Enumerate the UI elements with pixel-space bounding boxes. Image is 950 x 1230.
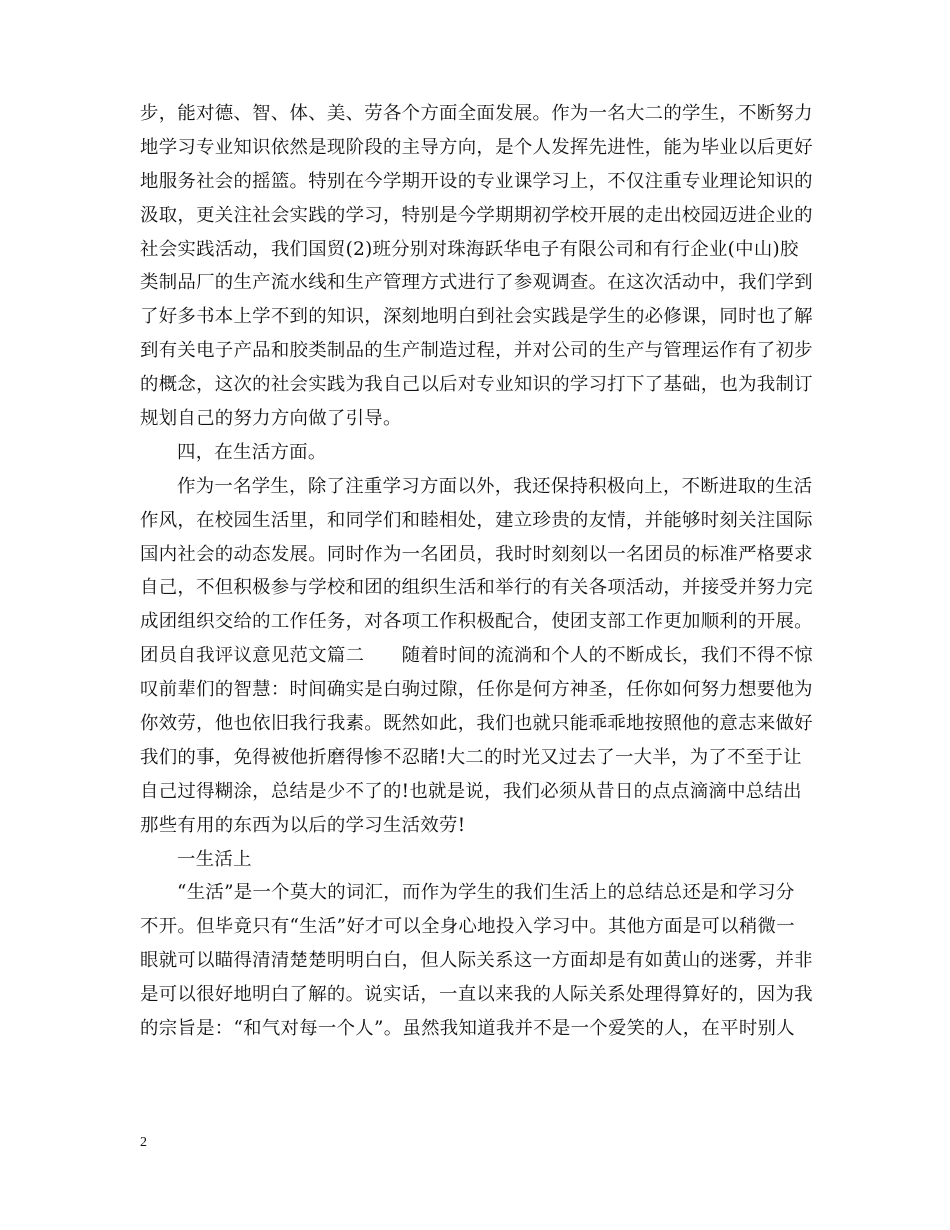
text-line: 不开。但毕竟只有“生活”好才可以全身心地投入学习中。其他方面是可以稍微一 <box>140 916 795 938</box>
text-line: 我们的事，免得被他折磨得惨不忍睹!大二的时光又过去了一大半，为了不至于让 <box>140 746 802 768</box>
section-heading: 四，在生活方面。 <box>177 441 327 463</box>
text-line: 是可以很好地明白了解的。说实话，一直以来我的人际关系处理得算好的，因为我 <box>140 984 813 1006</box>
text-line: 你效劳，他也依旧我行我素。既然如此，我们也就只能乖乖地按照他的意志来做好 <box>140 713 813 735</box>
text-line: 作为一名学生，除了注重学习方面以外，我还保持积极向上，不断进取的生活 <box>177 475 813 497</box>
text-line: “生活”是一个莫大的词汇，而作为学生的我们生活上的总结总还是和学习分 <box>177 882 795 904</box>
page-number: 2 <box>140 1135 147 1150</box>
text-line: 地学习专业知识依然是现阶段的主导方向，是个人发挥先进性，能为毕业以后更好 <box>140 136 813 158</box>
text-line: 社会实践活动，我们国贸(2)班分别对珠海跃华电子有限公司和有行企业(中山)胶 <box>140 238 799 260</box>
text-line: 步，能对德、智、体、美、劳各个方面全面发展。作为一名大二的学生，不断努力 <box>140 103 813 124</box>
document-body <box>140 97 815 1046</box>
text-line: 到有关电子产品和胶类制品的生产制造过程，并对公司的生产与管理运作有了初步 <box>140 340 813 362</box>
text-line: 汲取，更关注社会实践的学习，特别是今学期期初学校开展的走出校园迈进企业的 <box>140 204 813 226</box>
text-line: 地服务社会的摇篮。特别在今学期开设的专业课学习上，不仅注重专业理论知识的 <box>140 170 813 192</box>
text-line: 自己，不但积极参与学校和团的组织生活和举行的有关各项活动，并接受并努力完 <box>140 577 813 599</box>
text-line: 团员自我评议意见范文篇二 随着时间的流淌和个人的不断成长，我们不得不惊 <box>140 645 813 667</box>
text-line: 的概念，这次的社会实践为我自己以后对专业知识的学习打下了基础，也为我制订 <box>140 374 813 396</box>
text-line: 作风，在校园生活里，和同学们和睦相处，建立珍贵的友情，并能够时刻关注国际 <box>140 509 813 531</box>
text-line: 叹前辈们的智慧：时间确实是白驹过隙，任你是何方神圣，任你如何努力想要他为 <box>140 679 813 701</box>
text-line: 眼就可以瞄得清清楚楚明明白白，但人际关系这一方面却是有如黄山的迷雾，并非 <box>140 950 813 972</box>
text-line: 那些有用的东西为以后的学习生活效劳! <box>140 814 466 836</box>
text-line: 规划自己的努力方向做了引导。 <box>140 408 402 430</box>
text-line: 自己过得糊涂，总结是少不了的!也就是说，我们必须从昔日的点点滴滴中总结出 <box>140 780 802 802</box>
text-line: 国内社会的动态发展。同时作为一名团员，我时时刻刻以一名团员的标准严格要求 <box>140 543 813 565</box>
section-heading: 一生活上 <box>177 848 252 870</box>
text-line: 的宗旨是：“和气对每一个人”。虽然我知道我并不是一个爱笑的人，在平时别人 <box>140 1018 795 1040</box>
text-line: 类制品厂的生产流水线和生产管理方式进行了参观调查。在这次活动中，我们学到 <box>140 272 813 294</box>
text-line: 成团组织交给的工作任务，对各项工作积极配合，使团支部工作更加顺利的开展。 <box>140 611 813 633</box>
text-line: 了好多书本上学不到的知识，深刻地明白到社会实践是学生的必修课，同时也了解 <box>140 306 813 328</box>
